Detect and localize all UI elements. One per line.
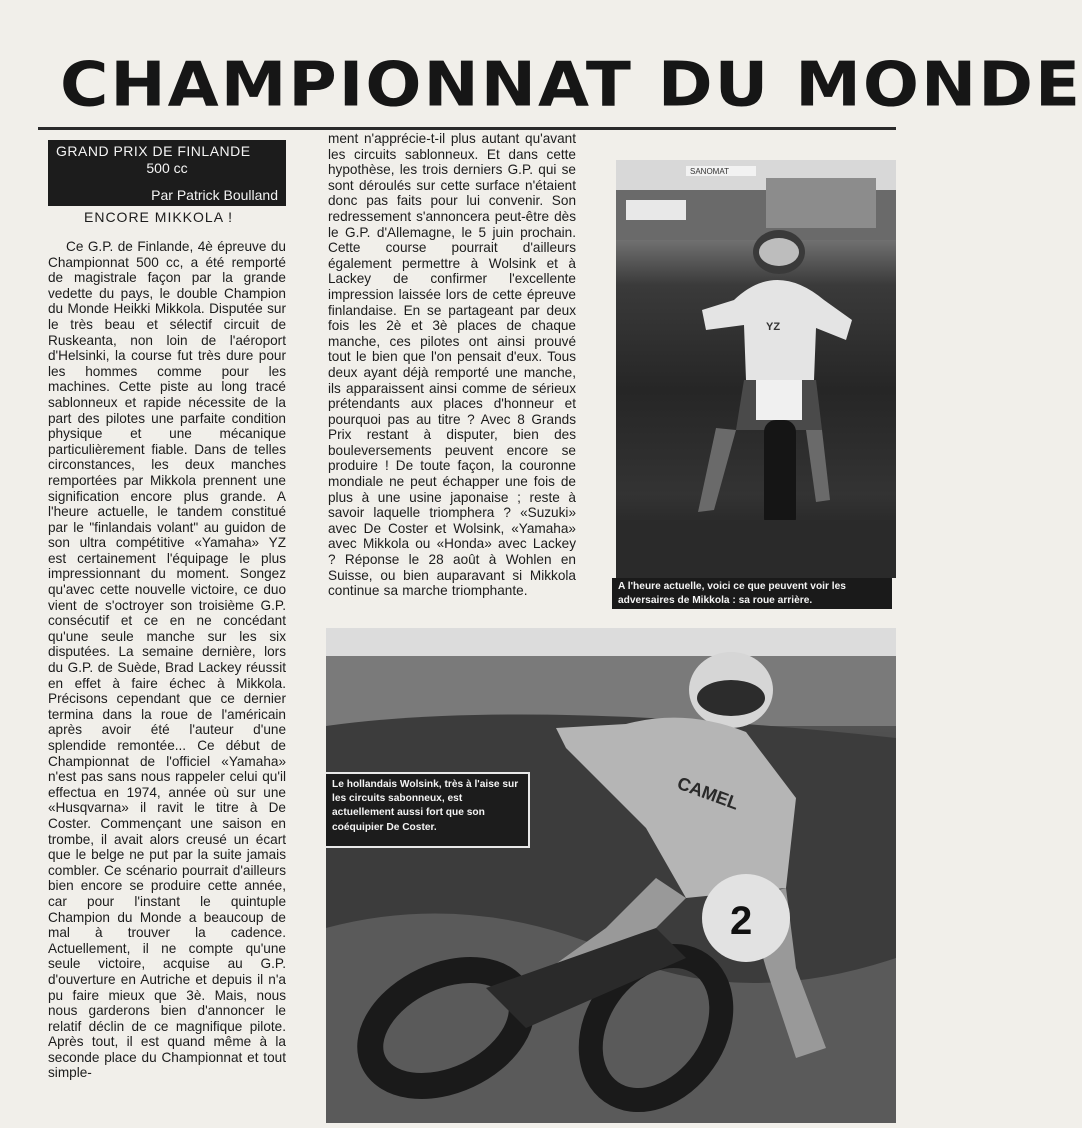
section-tag: [48, 140, 286, 206]
article-column-2: ment n'apprécie-t-il plus autant qu'avant les circuits sablonneux. Et dans cette hypothèse, les trois derniers G.P. qui se sont déroulés sur cette surface n'étaient donc pas faits pour lui convenir. Son redressement s'annoncera peut-être dès le G.P. d'Allemagne, le 5 juin prochain. Cette course pourrait d'ailleurs également permettre à Wolsink et à Lackey de confirmer l'excellente impression laissée lors de cette épreuve finlandaise. En se partageant par deux fois les 2è et 3è places de chaque manche, ces pilotes ont ainsi prouvé tout le bien que l'on pensait d'eux. Tous deux ayant déjà remporté une manche, ils apparaissent ainsi comme de sérieux prétendants aux places d'honneur et pourquoi pas au titre ? Avec 8 Grands Prix restant à disputer, bien des bouleversements peuvent encore se produire ! De toute façon, la couronne mondiale ne peut échapper une fois de plus à une usine japonaise ; reste à savoir laquelle triomphera ? «Suzuki» avec De Coster et Wolsink, «Yamaha» avec Mikkola ou «Honda» avec Lackey ? Réponse le 28 août à Wohlen en Suisse, ou bien auparavant si Mikkola continue sa marche triomphante.: [328, 131, 576, 599]
article-kicker: ENCORE MIKKOLA !: [84, 209, 234, 225]
photo1-jersey-text: YZ: [766, 321, 781, 333]
photo-wolsink-illustration: [326, 628, 896, 1123]
page-headline: CHAMPIONNAT DU MONDE: [60, 48, 1082, 121]
article-column-1: Ce G.P. de Finlande, 4è épreuve du Championnat 500 cc, a été remporté de magistrale façon par la grande vedette du pays, le double Champion du Monde Heikki Mikkola. Disputée sur le très beau et sélectif circuit de Ruskeanta, non loin de l'aéroport d'Helsinki, la course fut très dure pour les hommes comme pour les machines. Cette piste au long tracé sablonneux et rapide nécessite de la part des pilotes une parfaite condition physique et une mécanique particulièrement fiable. Dans de telles circonstances, les deux manches remportées par Mikkola prennent une signification encore plus grande. A l'heure actuelle, le tandem constitué par le "finlandais volant" au guidon de son ultra compétitive «Yamaha» YZ est certainement l'équipage le plus impressionnant du moment. Songez qu'avec cette nouvelle victoire, ce duo vient de s'octroyer son troisième G.P. consécutif et ce en ne concédant qu'une seule manche sur les six disputées. La semaine dernière, lors du G.P. de Suède, Brad Lackey réussit en effet à faire échec à Mikkola. Précisons cependant que ce dernier termina dans la roue de l'américain après avoir été l'auteur d'une splendide remontée... Ce début de Championnat de l'officiel «Yamaha» n'est pas sans nous rappeler celui qu'il effectua en 1974, année où sur une «Husqvarna» il ravit le titre à De Coster. Commençant une saison en trombe, il avait alors creusé un écart que le belge ne put par la suite jamais combler. Ce scénario pourrait d'ailleurs bien encore se produire cette année, car pour l'instant le quintuple Champion du Monde a beaucoup de mal à trouver la cadence. Actuellement, il ne compte qu'une seule victoire, acquise au G.P. d'ouverture en Autriche et depuis il n'a pu faire mieux que 3è. Mais, nous nous garderons bien d'annoncer le relatif déclin de ce magnifique pilote. Après tout, il est quand même à la seconde place du Championnat et tout simple-: [48, 239, 286, 1081]
photo2-plate-text: 2: [730, 899, 753, 943]
photo-mikkola-rear: [616, 160, 896, 578]
byline: Par Patrick Boulland: [151, 187, 278, 203]
photo2-caption: Le hollandais Wolsink, très à l'aise sur les circuits sabonneux, est actuellement aussi fort que son coéquipier De Coster.: [326, 772, 530, 848]
photo1-caption: A l'heure actuelle, voici ce que peuvent voir les adversaires de Mikkola : sa roue arrière.: [612, 578, 892, 609]
photo1-banner-text: SANOMAT: [690, 167, 729, 176]
photo-mikkola-illustration: [616, 160, 896, 578]
headline-rule: [38, 127, 896, 130]
event-class: 500 cc: [146, 160, 188, 176]
photo-wolsink: [326, 628, 896, 1123]
event-title: GRAND PRIX DE FINLANDE: [56, 143, 251, 159]
photo2-jersey-text: CAMEL: [674, 772, 742, 814]
